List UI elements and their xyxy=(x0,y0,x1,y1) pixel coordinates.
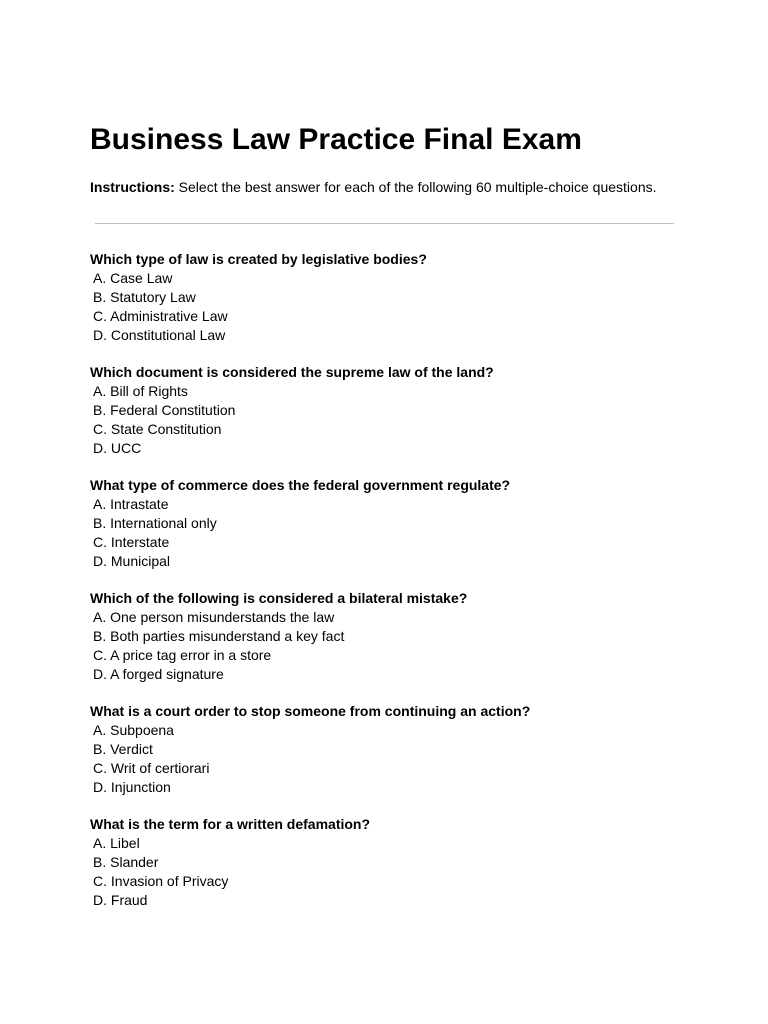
option-list xyxy=(90,834,730,910)
option-c: C. Writ of certiorari xyxy=(93,760,210,776)
option-a: A. Case Law xyxy=(93,270,173,286)
question-list xyxy=(90,250,730,928)
divider xyxy=(95,223,674,224)
question-text: What type of commerce does the federal government regulate? xyxy=(90,477,511,493)
option-c: C. Interstate xyxy=(93,534,170,550)
option-c: C. A price tag error in a store xyxy=(93,647,272,663)
option-d: D. Municipal xyxy=(93,553,171,569)
option-list xyxy=(90,495,730,571)
option-a: A. One person misunderstands the law xyxy=(93,609,335,625)
option-c: C. Invasion of Privacy xyxy=(93,873,229,889)
question-6 xyxy=(90,815,730,910)
option-a: A. Bill of Rights xyxy=(93,383,188,399)
question-text: Which of the following is considered a bilateral mistake? xyxy=(90,590,468,606)
option-b: B. Federal Constitution xyxy=(93,402,236,418)
option-list xyxy=(90,608,730,684)
question-text: What is the term for a written defamation? xyxy=(90,816,371,832)
question-5 xyxy=(90,702,730,797)
question-text: Which type of law is created by legislative bodies? xyxy=(90,251,427,267)
option-b: B. Statutory Law xyxy=(93,289,196,305)
option-b: B. Verdict xyxy=(93,741,153,757)
option-list xyxy=(90,269,730,345)
option-d: D. UCC xyxy=(93,440,142,456)
instructions xyxy=(90,178,657,196)
question-text: What is a court order to stop someone from continuing an action? xyxy=(90,703,531,719)
option-c: C. Administrative Law xyxy=(93,308,228,324)
question-4 xyxy=(90,589,730,684)
question-1 xyxy=(90,250,730,345)
question-text: Which document is considered the supreme law of the land? xyxy=(90,364,494,380)
question-3 xyxy=(90,476,730,571)
option-b: B. Slander xyxy=(93,854,159,870)
option-list xyxy=(90,382,730,458)
option-d: D. A forged signature xyxy=(93,666,224,682)
page-title: Business Law Practice Final Exam xyxy=(90,123,582,156)
option-d: D. Constitutional Law xyxy=(93,327,226,343)
option-d: D. Fraud xyxy=(93,892,148,908)
option-b: B. International only xyxy=(93,515,217,531)
option-a: A. Intrastate xyxy=(93,496,169,512)
option-b: B. Both parties misunderstand a key fact xyxy=(93,628,345,644)
instructions-text: Select the best answer for each of the following 60 multiple-choice questions. xyxy=(174,179,657,195)
option-c: C. State Constitution xyxy=(93,421,222,437)
option-a: A. Subpoena xyxy=(93,722,174,738)
instructions-label: Instructions: xyxy=(90,179,175,195)
question-2 xyxy=(90,363,730,458)
option-list xyxy=(90,721,730,797)
option-d: D. Injunction xyxy=(93,779,171,795)
option-a: A. Libel xyxy=(93,835,140,851)
